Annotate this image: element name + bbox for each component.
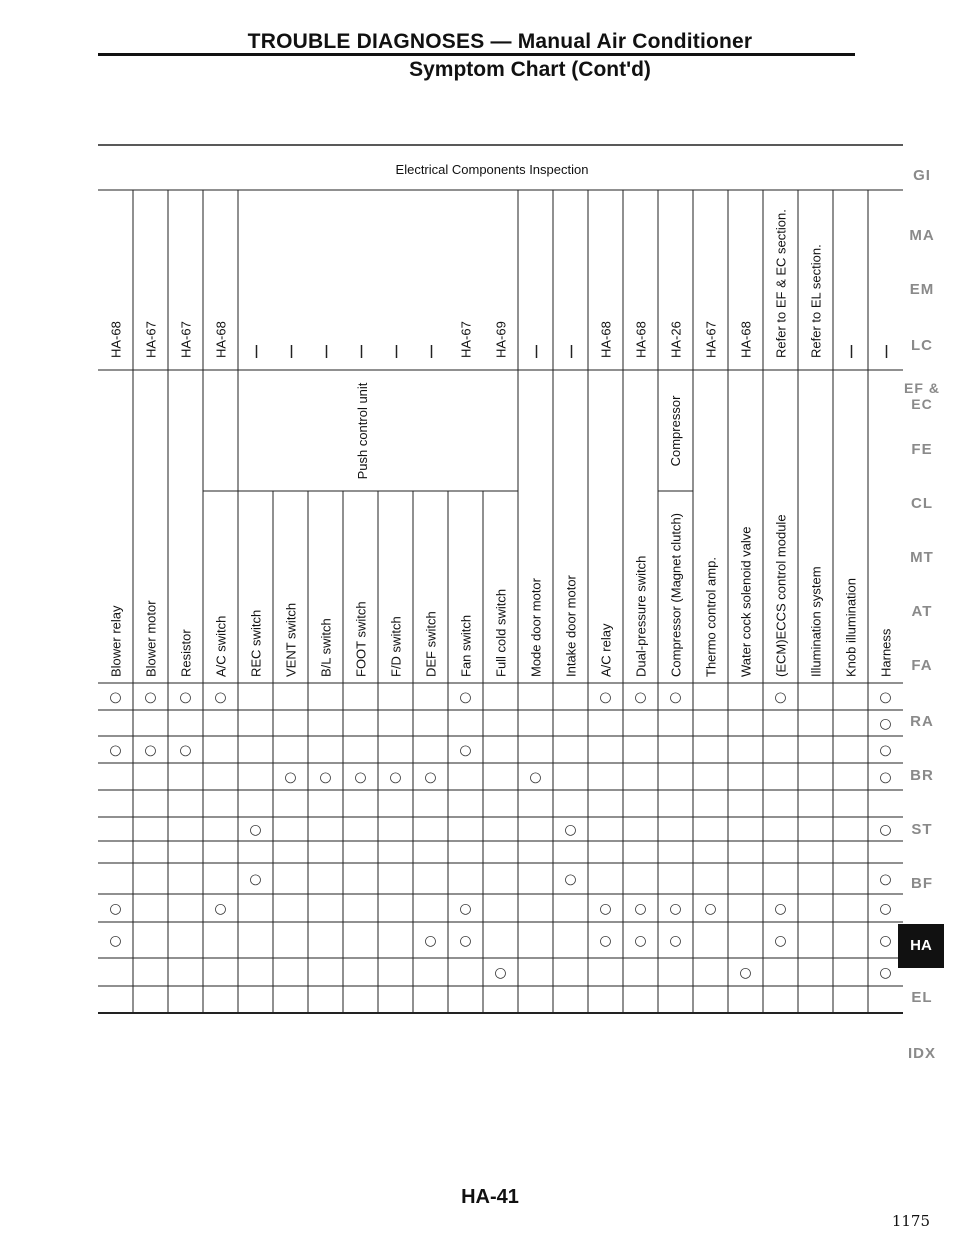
symptom-mark: ○: [739, 965, 752, 981]
section-tab[interactable]: CL: [911, 495, 933, 512]
symptom-mark: ○: [459, 901, 472, 917]
column-name: FOOT switch: [353, 601, 369, 677]
symptom-mark: ○: [249, 871, 262, 888]
symptom-mark: ○: [669, 689, 682, 706]
symptom-mark: ○: [774, 901, 787, 917]
column-name: Illumination system: [808, 566, 824, 677]
symptom-mark: ○: [214, 689, 227, 706]
symptom-mark: ○: [634, 901, 647, 917]
page-subtitle: Symptom Chart (Cont'd): [409, 58, 651, 81]
symptom-mark: ○: [459, 933, 472, 949]
section-tab[interactable]: FA: [911, 657, 933, 674]
symptom-mark: ○: [109, 901, 122, 917]
symptom-mark: ○: [669, 901, 682, 917]
column-name: B/L switch: [318, 618, 334, 677]
column-name: Intake door motor: [563, 575, 579, 677]
symptom-mark: ○: [879, 822, 892, 838]
symptom-mark: ○: [389, 769, 402, 786]
column-reference: HA-68: [598, 321, 614, 358]
section-tab[interactable]: AT: [911, 603, 933, 620]
section-tab[interactable]: LC: [911, 337, 933, 354]
column-reference: HA-68: [108, 321, 124, 358]
column-reference: HA-67: [178, 321, 194, 358]
push-control-unit-label: Push control unit: [355, 382, 370, 480]
symptom-mark: ○: [704, 901, 717, 917]
symptom-mark: ○: [879, 871, 892, 888]
section-tab[interactable]: RA: [910, 713, 934, 730]
symptom-mark: ○: [879, 742, 892, 759]
column-reference: HA-67: [458, 321, 474, 358]
column-reference: HA-69: [493, 321, 509, 358]
section-tab[interactable]: GI: [913, 167, 931, 184]
column-reference: HA-67: [703, 321, 719, 358]
section-tab[interactable]: HA: [898, 924, 944, 968]
symptom-mark: ○: [144, 689, 157, 706]
column-name: Harness: [878, 628, 894, 677]
symptom-mark: ○: [564, 871, 577, 888]
column-name: F/D switch: [388, 616, 404, 677]
column-name: A/C switch: [213, 615, 229, 677]
symptom-mark: ○: [424, 769, 437, 786]
column-name: Blower motor: [143, 600, 159, 677]
column-name: Resistor: [178, 629, 194, 677]
column-name: VENT switch: [283, 602, 299, 677]
symptom-mark: ○: [774, 933, 787, 949]
column-reference: HA-68: [213, 321, 229, 358]
symptom-mark: ○: [284, 769, 297, 786]
symptom-mark: ○: [109, 689, 122, 706]
column-name: Thermo control amp.: [703, 557, 719, 677]
column-name: Fan switch: [458, 614, 474, 677]
symptom-mark: ○: [179, 742, 192, 759]
table-caption: Electrical Components Inspection: [395, 162, 589, 177]
symptom-mark: ○: [529, 769, 542, 786]
symptom-mark: ○: [459, 689, 472, 706]
section-tab[interactable]: IDX: [907, 1045, 936, 1062]
column-reference: HA-67: [143, 321, 159, 358]
symptom-mark: ○: [109, 742, 122, 759]
symptom-mark: ○: [634, 689, 647, 706]
column-name: DEF switch: [423, 611, 439, 677]
section-tab[interactable]: EL: [911, 989, 933, 1006]
symptom-mark: ○: [879, 901, 892, 917]
column-reference: HA-26: [668, 321, 684, 358]
symptom-mark: ○: [774, 689, 787, 706]
column-reference: Refer to EL section.: [808, 244, 824, 358]
column-reference: HA-68: [738, 321, 754, 358]
column-name: Full cold switch: [493, 588, 509, 677]
page-label: HA-41: [461, 1186, 519, 1208]
symptom-mark: ○: [249, 822, 262, 838]
symptom-mark: ○: [179, 689, 192, 706]
symptom-mark: ○: [879, 965, 892, 981]
symptom-mark: ○: [634, 933, 647, 949]
symptom-mark: ○: [599, 689, 612, 706]
section-tab[interactable]: FE: [911, 441, 933, 458]
column-reference: HA-68: [633, 321, 649, 358]
column-name: Compressor (Magnet clutch): [668, 513, 684, 677]
symptom-mark: ○: [599, 901, 612, 917]
section-tab[interactable]: MT: [910, 549, 934, 566]
column-name: Mode door motor: [528, 578, 544, 677]
column-name: Blower relay: [108, 605, 124, 677]
symptom-mark: ○: [879, 933, 892, 949]
column-reference: Refer to EF & EC section.: [773, 209, 789, 358]
column-name: A/C relay: [598, 623, 614, 677]
section-tab[interactable]: MA: [909, 227, 935, 244]
symptom-mark: ○: [354, 769, 367, 786]
symptom-mark: ○: [424, 933, 437, 949]
symptom-mark: ○: [144, 742, 157, 759]
symptom-mark: ○: [319, 769, 332, 786]
page-number: 1175: [891, 1212, 930, 1230]
symptom-mark: ○: [459, 742, 472, 759]
column-name: Water cock solenoid valve: [738, 526, 754, 677]
symptom-mark: ○: [599, 933, 612, 949]
section-tab[interactable]: BR: [910, 767, 934, 784]
symptom-mark: ○: [669, 933, 682, 949]
page-title: TROUBLE DIAGNOSES — Manual Air Conditioner: [247, 30, 753, 53]
column-name: Knob illumination: [843, 577, 859, 677]
symptom-mark: ○: [879, 689, 892, 706]
symptom-mark: ○: [494, 965, 507, 981]
symptom-mark: ○: [109, 933, 122, 949]
section-tab[interactable]: EM: [909, 281, 935, 298]
section-tab[interactable]: BF: [911, 875, 933, 892]
symptom-mark: ○: [564, 822, 577, 838]
section-tab[interactable]: ST: [911, 821, 933, 838]
column-name: (ECM)ECCS control module: [773, 514, 789, 677]
symptom-mark: ○: [214, 901, 227, 917]
symptom-mark: ○: [879, 769, 892, 786]
compressor-group-label: Compressor: [668, 395, 683, 467]
column-name: Dual-pressure switch: [633, 555, 649, 677]
section-tab[interactable]: EF & EC: [904, 380, 940, 412]
column-name: REC switch: [248, 609, 264, 677]
symptom-mark: ○: [879, 716, 892, 732]
